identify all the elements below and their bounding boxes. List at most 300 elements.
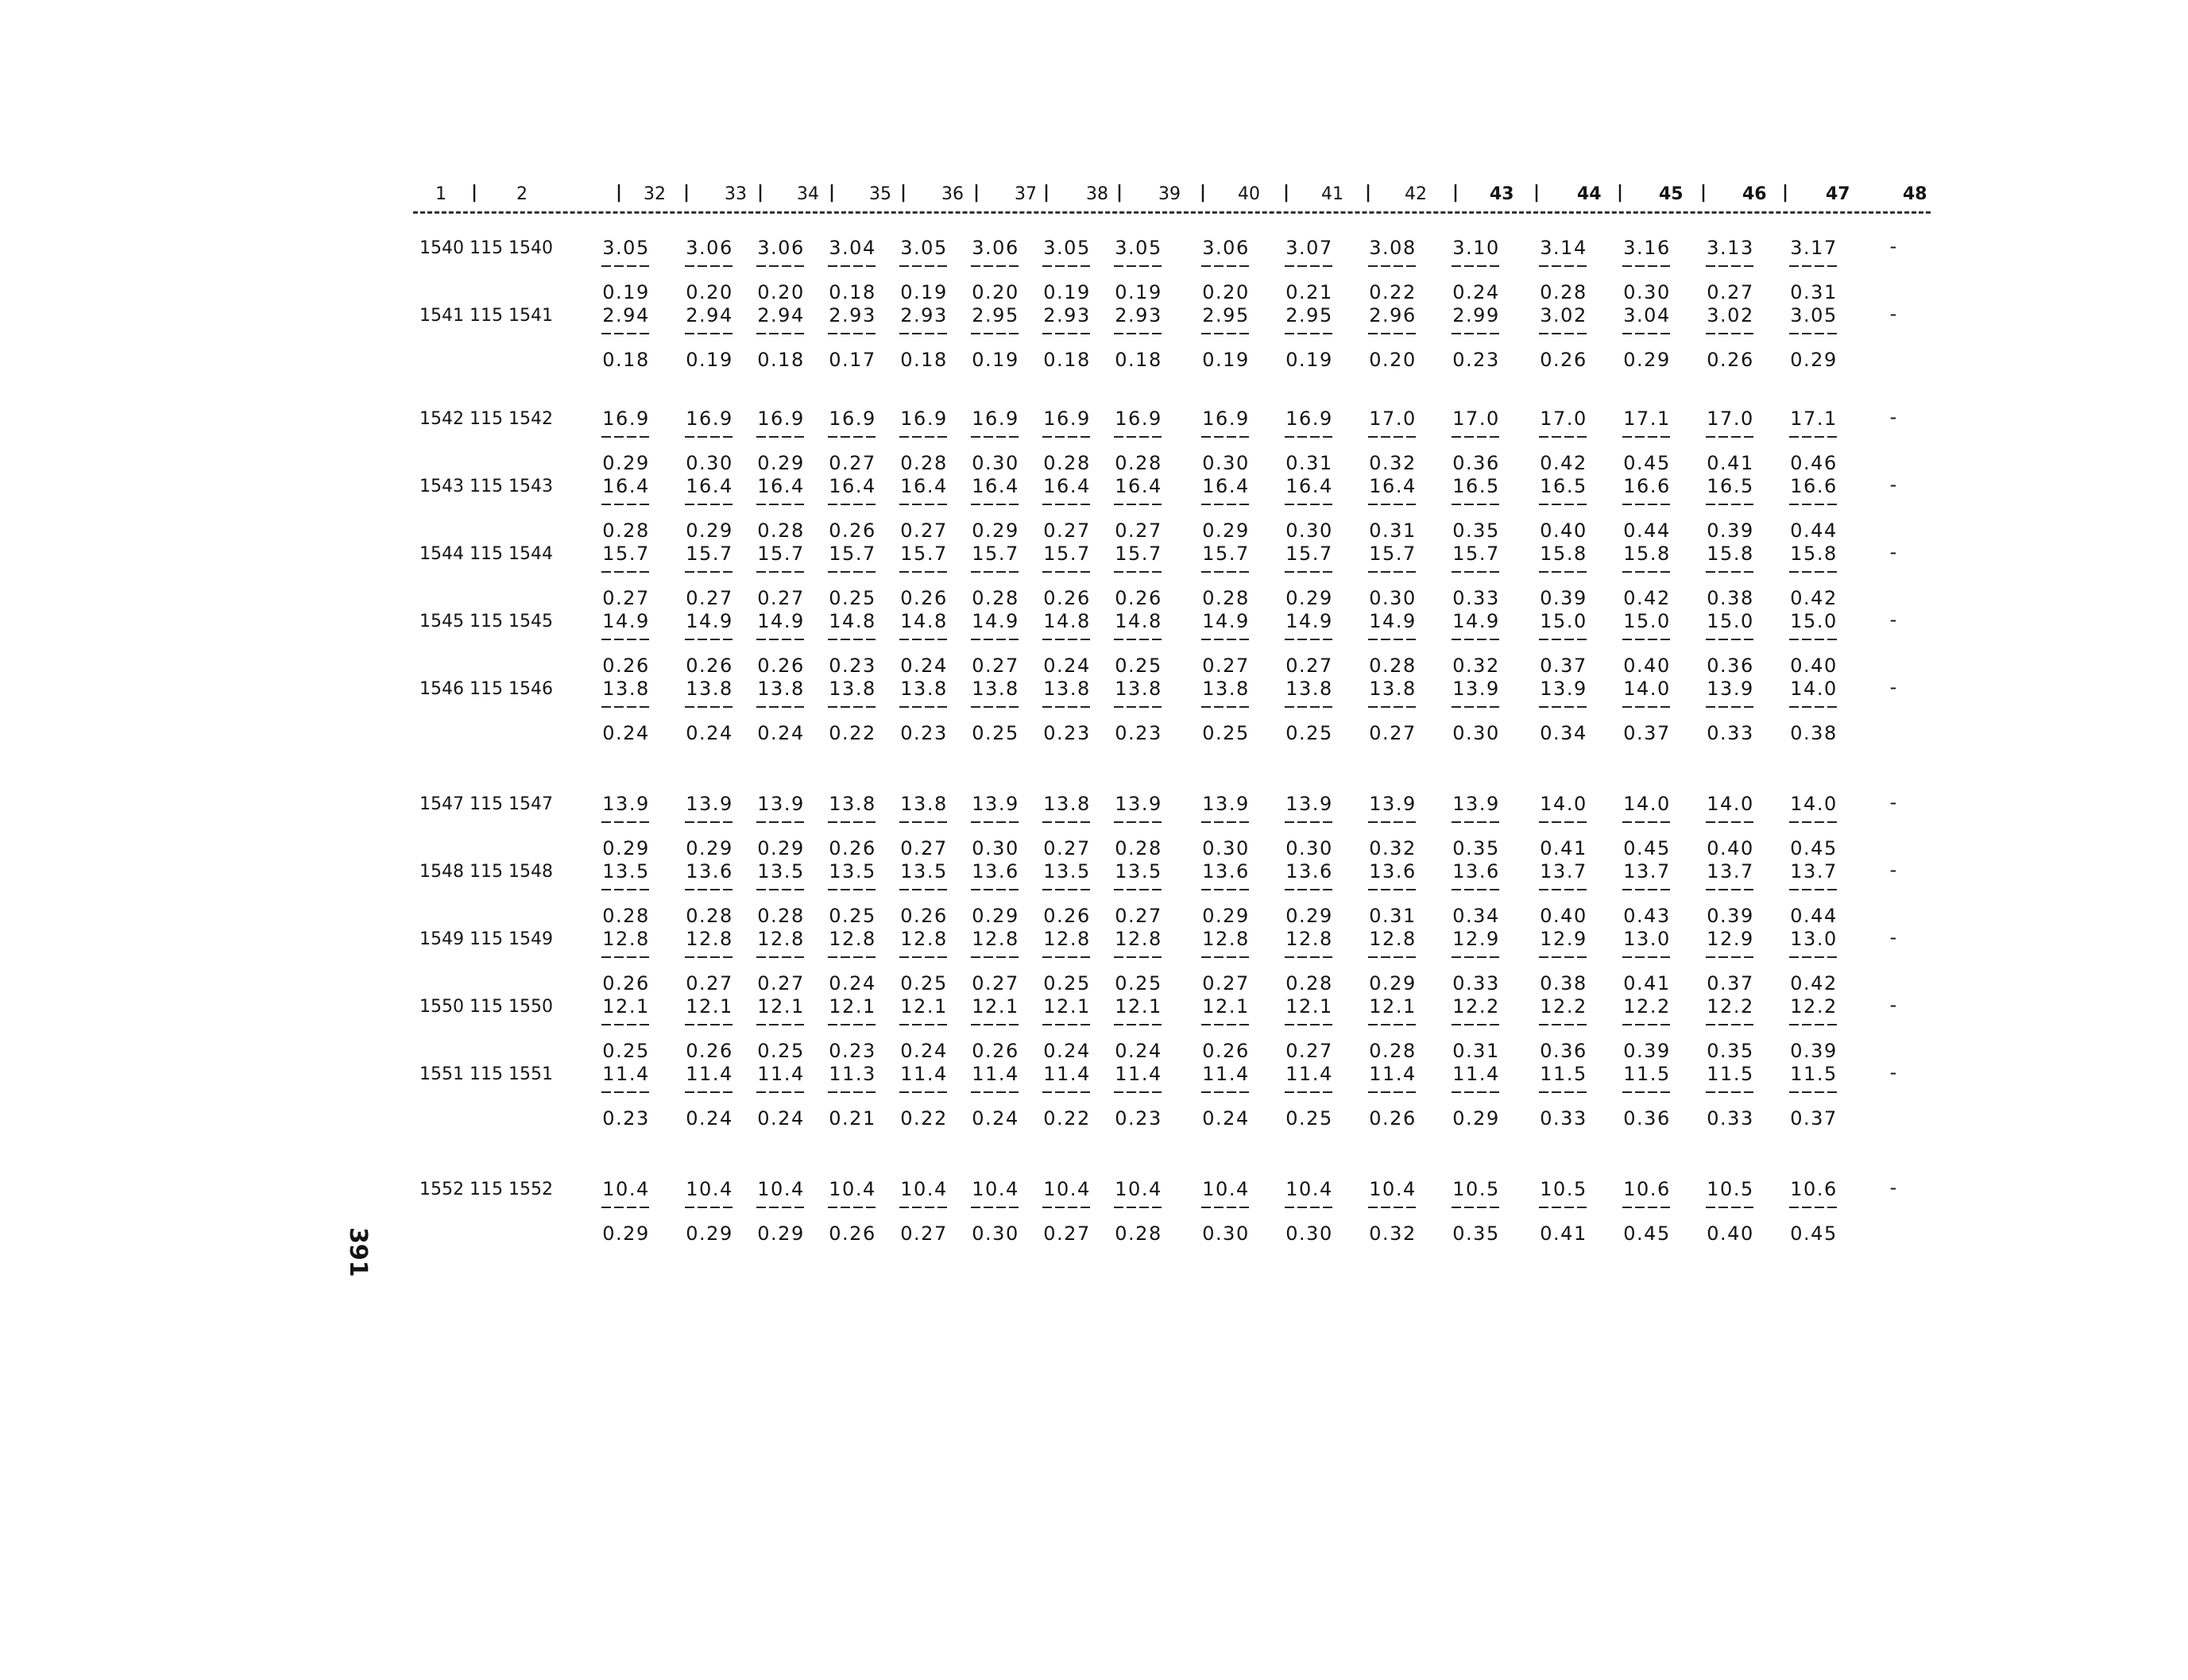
row-end-marker: - bbox=[1889, 1176, 1897, 1199]
fraction-bar bbox=[1285, 1207, 1334, 1208]
cell-value: 14.0 bbox=[1623, 793, 1671, 815]
cell-value: 3.02 bbox=[1707, 304, 1754, 326]
cell-value: 3.10 bbox=[1452, 237, 1500, 259]
fraction-bar bbox=[1789, 333, 1838, 334]
column-separator: | bbox=[1617, 183, 1624, 203]
fraction-bar bbox=[1622, 1207, 1672, 1208]
row-end-marker: - bbox=[1889, 473, 1897, 496]
cell-subvalue: 0.20 bbox=[686, 281, 733, 303]
fraction-bar bbox=[828, 639, 877, 640]
cell-subvalue: 0.32 bbox=[1369, 452, 1417, 474]
row-id: 1541 115 1541 bbox=[419, 306, 553, 326]
fraction-bar bbox=[1452, 333, 1501, 334]
cell-subvalue: 0.45 bbox=[1623, 837, 1671, 859]
cell-subvalue: 0.24 bbox=[829, 972, 876, 994]
cell-subvalue: 0.20 bbox=[757, 281, 805, 303]
fraction-bar bbox=[685, 889, 734, 890]
cell-value: 16.4 bbox=[1115, 475, 1162, 497]
cell-value: 11.4 bbox=[972, 1063, 1019, 1085]
cell-subvalue: 0.33 bbox=[1452, 587, 1500, 609]
cell-value: 16.9 bbox=[757, 407, 805, 430]
cell-value: 13.9 bbox=[1452, 793, 1500, 815]
cell-subvalue: 0.36 bbox=[1452, 452, 1500, 474]
cell-subvalue: 0.30 bbox=[1623, 281, 1671, 303]
cell-value: 3.05 bbox=[1043, 237, 1091, 259]
fraction-bar bbox=[1789, 639, 1838, 640]
column-separator: | bbox=[1533, 183, 1540, 203]
cell-value: 16.9 bbox=[900, 407, 948, 430]
fraction-bar bbox=[756, 436, 806, 438]
column-separator: | bbox=[1700, 183, 1707, 203]
cell-value: 12.1 bbox=[686, 995, 733, 1018]
row-id: 1552 115 1552 bbox=[419, 1180, 553, 1199]
fraction-bar bbox=[1201, 571, 1251, 573]
fraction-bar bbox=[899, 639, 949, 640]
cell-subvalue: 0.26 bbox=[829, 519, 876, 542]
cell-value: 12.1 bbox=[1202, 995, 1250, 1018]
column-header-label: 45 bbox=[1659, 184, 1684, 204]
cell-value: 14.8 bbox=[1115, 610, 1162, 632]
cell-subvalue: 0.27 bbox=[1369, 722, 1417, 744]
cell-value: 16.9 bbox=[602, 407, 650, 430]
cell-value: 12.1 bbox=[900, 995, 948, 1018]
fraction-bar bbox=[1285, 956, 1334, 958]
cell-subvalue: 0.27 bbox=[1043, 519, 1091, 542]
cell-value: 12.9 bbox=[1707, 928, 1754, 950]
cell-value: 12.8 bbox=[972, 928, 1019, 950]
cell-subvalue: 0.37 bbox=[1623, 722, 1671, 744]
fraction-bar bbox=[1285, 571, 1334, 573]
cell-value: 13.9 bbox=[757, 793, 805, 815]
cell-value: 10.6 bbox=[1623, 1178, 1671, 1200]
cell-subvalue: 0.25 bbox=[900, 972, 948, 994]
fraction-bar bbox=[1285, 1024, 1334, 1025]
cell-subvalue: 0.27 bbox=[1285, 1040, 1333, 1062]
cell-subvalue: 0.19 bbox=[1285, 349, 1333, 371]
cell-value: 10.4 bbox=[602, 1178, 650, 1200]
fraction-bar bbox=[1368, 706, 1417, 708]
fraction-bar bbox=[1114, 436, 1163, 438]
fraction-bar bbox=[1114, 571, 1163, 573]
fraction-bar bbox=[1201, 639, 1251, 640]
fraction-bar bbox=[1368, 1207, 1417, 1208]
fraction-bar bbox=[685, 821, 734, 823]
fraction-bar bbox=[601, 639, 651, 640]
cell-value: 14.0 bbox=[1707, 793, 1754, 815]
fraction-bar bbox=[756, 1207, 806, 1208]
cell-value: 13.8 bbox=[829, 793, 876, 815]
fraction-bar bbox=[756, 1091, 806, 1093]
column-separator: | bbox=[1365, 183, 1372, 203]
cell-subvalue: 0.29 bbox=[1285, 587, 1333, 609]
cell-subvalue: 0.23 bbox=[1115, 1107, 1162, 1130]
fraction-bar bbox=[685, 1091, 734, 1093]
cell-value: 13.6 bbox=[1285, 860, 1333, 882]
fraction-bar bbox=[601, 1024, 651, 1025]
cell-subvalue: 0.27 bbox=[972, 972, 1019, 994]
cell-subvalue: 0.29 bbox=[1202, 519, 1250, 542]
cell-value: 13.8 bbox=[900, 678, 948, 700]
cell-subvalue: 0.27 bbox=[757, 972, 805, 994]
cell-value: 13.8 bbox=[829, 678, 876, 700]
cell-subvalue: 0.23 bbox=[602, 1107, 650, 1130]
cell-subvalue: 0.29 bbox=[686, 1222, 733, 1245]
cell-subvalue: 0.27 bbox=[1202, 972, 1250, 994]
cell-value: 12.8 bbox=[1285, 928, 1333, 950]
row-id: 1549 115 1549 bbox=[419, 929, 553, 949]
column-header-label: 43 bbox=[1490, 184, 1514, 204]
column-separator: | bbox=[900, 183, 907, 203]
fraction-bar bbox=[1368, 1091, 1417, 1093]
cell-subvalue: 0.32 bbox=[1369, 1222, 1417, 1245]
fraction-bar bbox=[1706, 333, 1755, 334]
fraction-bar bbox=[1539, 333, 1588, 334]
fraction-bar bbox=[1706, 706, 1755, 708]
cell-subvalue: 0.24 bbox=[1202, 1107, 1250, 1130]
fraction-bar bbox=[1452, 821, 1501, 823]
cell-value: 15.7 bbox=[829, 543, 876, 565]
cell-value: 12.9 bbox=[1452, 928, 1500, 950]
cell-value: 13.5 bbox=[1043, 860, 1091, 882]
cell-subvalue: 0.39 bbox=[1707, 519, 1754, 542]
cell-subvalue: 0.30 bbox=[1452, 722, 1500, 744]
cell-subvalue: 0.29 bbox=[1285, 905, 1333, 927]
column-header-label: 48 bbox=[1903, 184, 1927, 204]
cell-value: 10.4 bbox=[1369, 1178, 1417, 1200]
cell-subvalue: 0.28 bbox=[1540, 281, 1587, 303]
fraction-bar bbox=[756, 1024, 806, 1025]
fraction-bar bbox=[1622, 504, 1672, 505]
cell-subvalue: 0.24 bbox=[1452, 281, 1500, 303]
cell-value: 13.8 bbox=[1115, 678, 1162, 700]
cell-value: 3.07 bbox=[1285, 237, 1333, 259]
cell-subvalue: 0.40 bbox=[1707, 1222, 1754, 1245]
cell-subvalue: 0.27 bbox=[900, 519, 948, 542]
fraction-bar bbox=[1539, 1207, 1588, 1208]
cell-subvalue: 0.27 bbox=[972, 655, 1019, 677]
cell-subvalue: 0.42 bbox=[1790, 972, 1838, 994]
cell-value: 3.05 bbox=[1115, 237, 1162, 259]
row-id: 1542 115 1542 bbox=[419, 409, 553, 429]
fraction-bar bbox=[1452, 1207, 1501, 1208]
cell-value: 17.1 bbox=[1623, 407, 1671, 430]
cell-subvalue: 0.29 bbox=[972, 905, 1019, 927]
cell-value: 3.17 bbox=[1790, 237, 1838, 259]
fraction-bar bbox=[1622, 821, 1672, 823]
cell-value: 15.0 bbox=[1540, 610, 1587, 632]
cell-subvalue: 0.24 bbox=[757, 1107, 805, 1130]
cell-subvalue: 0.32 bbox=[1452, 655, 1500, 677]
cell-value: 16.5 bbox=[1540, 475, 1587, 497]
cell-subvalue: 0.38 bbox=[1790, 722, 1838, 744]
cell-subvalue: 0.31 bbox=[1452, 1040, 1500, 1062]
cell-subvalue: 0.45 bbox=[1623, 1222, 1671, 1245]
column-header-label: 46 bbox=[1742, 184, 1767, 204]
fraction-bar bbox=[756, 333, 806, 334]
cell-subvalue: 0.34 bbox=[1452, 905, 1500, 927]
cell-value: 11.4 bbox=[1285, 1063, 1333, 1085]
cell-value: 12.1 bbox=[602, 995, 650, 1018]
fraction-bar bbox=[1201, 889, 1251, 890]
cell-value: 13.0 bbox=[1623, 928, 1671, 950]
fraction-bar bbox=[1622, 1091, 1672, 1093]
cell-subvalue: 0.42 bbox=[1540, 452, 1587, 474]
column-separator: | bbox=[973, 183, 980, 203]
fraction-bar bbox=[1706, 1024, 1755, 1025]
cell-subvalue: 0.31 bbox=[1369, 905, 1417, 927]
fraction-bar bbox=[899, 956, 949, 958]
cell-subvalue: 0.30 bbox=[1285, 519, 1333, 542]
fraction-bar bbox=[1201, 333, 1251, 334]
cell-subvalue: 0.29 bbox=[1369, 972, 1417, 994]
cell-value: 3.06 bbox=[972, 237, 1019, 259]
cell-subvalue: 0.45 bbox=[1623, 452, 1671, 474]
row-end-marker: - bbox=[1889, 926, 1897, 948]
cell-value: 14.9 bbox=[686, 610, 733, 632]
cell-subvalue: 0.33 bbox=[1540, 1107, 1587, 1130]
cell-value: 3.08 bbox=[1369, 237, 1417, 259]
cell-value: 16.4 bbox=[1202, 475, 1250, 497]
cell-value: 13.8 bbox=[602, 678, 650, 700]
cell-value: 13.9 bbox=[1540, 678, 1587, 700]
row-end-marker: - bbox=[1889, 406, 1897, 428]
cell-subvalue: 0.26 bbox=[686, 1040, 733, 1062]
cell-subvalue: 0.22 bbox=[829, 722, 876, 744]
cell-value: 15.7 bbox=[1202, 543, 1250, 565]
cell-subvalue: 0.17 bbox=[829, 349, 876, 371]
row-end-marker: - bbox=[1889, 608, 1897, 631]
fraction-bar bbox=[1539, 956, 1588, 958]
cell-subvalue: 0.19 bbox=[900, 281, 948, 303]
cell-subvalue: 0.26 bbox=[757, 655, 805, 677]
cell-value: 16.5 bbox=[1452, 475, 1500, 497]
cell-subvalue: 0.37 bbox=[1707, 972, 1754, 994]
cell-value: 15.7 bbox=[602, 543, 650, 565]
fraction-bar bbox=[685, 706, 734, 708]
fraction-bar bbox=[1285, 821, 1334, 823]
cell-subvalue: 0.26 bbox=[1540, 349, 1587, 371]
cell-value: 10.4 bbox=[1115, 1178, 1162, 1200]
fraction-bar bbox=[1622, 889, 1672, 890]
cell-subvalue: 0.31 bbox=[1790, 281, 1838, 303]
cell-subvalue: 0.24 bbox=[972, 1107, 1019, 1130]
cell-subvalue: 0.26 bbox=[686, 655, 733, 677]
fraction-bar bbox=[828, 333, 877, 334]
cell-subvalue: 0.27 bbox=[900, 837, 948, 859]
cell-subvalue: 0.29 bbox=[972, 519, 1019, 542]
cell-value: 13.9 bbox=[1707, 678, 1754, 700]
cell-subvalue: 0.29 bbox=[1623, 349, 1671, 371]
fraction-bar bbox=[1789, 821, 1838, 823]
cell-subvalue: 0.28 bbox=[1043, 452, 1091, 474]
cell-subvalue: 0.21 bbox=[1285, 281, 1333, 303]
cell-subvalue: 0.24 bbox=[686, 1107, 733, 1130]
fraction-bar bbox=[1042, 639, 1092, 640]
fraction-bar bbox=[1042, 956, 1092, 958]
cell-subvalue: 0.30 bbox=[1369, 587, 1417, 609]
cell-value: 12.8 bbox=[602, 928, 650, 950]
fraction-bar bbox=[685, 1024, 734, 1025]
fraction-bar bbox=[1368, 956, 1417, 958]
cell-subvalue: 0.35 bbox=[1452, 519, 1500, 542]
cell-subvalue: 0.46 bbox=[1790, 452, 1838, 474]
cell-value: 3.06 bbox=[1202, 237, 1250, 259]
cell-value: 13.6 bbox=[686, 860, 733, 882]
fraction-bar bbox=[1622, 706, 1672, 708]
cell-value: 13.9 bbox=[1285, 793, 1333, 815]
cell-value: 16.5 bbox=[1707, 475, 1754, 497]
cell-value: 14.0 bbox=[1540, 793, 1587, 815]
cell-subvalue: 0.25 bbox=[972, 722, 1019, 744]
cell-value: 2.95 bbox=[972, 304, 1019, 326]
fraction-bar bbox=[685, 571, 734, 573]
cell-subvalue: 0.25 bbox=[1115, 972, 1162, 994]
fraction-bar bbox=[1622, 956, 1672, 958]
column-separator: | bbox=[471, 183, 478, 203]
cell-subvalue: 0.28 bbox=[1115, 452, 1162, 474]
cell-value: 11.4 bbox=[602, 1063, 650, 1085]
cell-subvalue: 0.39 bbox=[1540, 587, 1587, 609]
column-header-label: 38 bbox=[1086, 184, 1108, 204]
row-id: 1545 115 1545 bbox=[419, 612, 553, 631]
fraction-bar bbox=[1706, 571, 1755, 573]
cell-subvalue: 0.26 bbox=[1369, 1107, 1417, 1130]
fraction-bar bbox=[685, 436, 734, 438]
cell-value: 14.8 bbox=[1043, 610, 1091, 632]
cell-subvalue: 0.41 bbox=[1623, 972, 1671, 994]
cell-subvalue: 0.30 bbox=[1202, 837, 1250, 859]
cell-value: 11.5 bbox=[1623, 1063, 1671, 1085]
cell-value: 2.93 bbox=[900, 304, 948, 326]
fraction-bar bbox=[1539, 639, 1588, 640]
fraction-bar bbox=[1706, 265, 1755, 267]
cell-subvalue: 0.19 bbox=[972, 349, 1019, 371]
cell-subvalue: 0.25 bbox=[1285, 1107, 1333, 1130]
cell-value: 10.6 bbox=[1790, 1178, 1838, 1200]
fraction-bar bbox=[1706, 1207, 1755, 1208]
cell-value: 13.8 bbox=[1369, 678, 1417, 700]
cell-value: 2.93 bbox=[829, 304, 876, 326]
cell-subvalue: 0.35 bbox=[1452, 837, 1500, 859]
cell-value: 11.4 bbox=[686, 1063, 733, 1085]
fraction-bar bbox=[1201, 706, 1251, 708]
fraction-bar bbox=[1114, 1024, 1163, 1025]
row-end-marker: - bbox=[1889, 859, 1897, 881]
fraction-bar bbox=[1622, 436, 1672, 438]
cell-subvalue: 0.35 bbox=[1707, 1040, 1754, 1062]
cell-value: 13.9 bbox=[1369, 793, 1417, 815]
cell-subvalue: 0.30 bbox=[1285, 837, 1333, 859]
cell-subvalue: 0.33 bbox=[1452, 972, 1500, 994]
cell-subvalue: 0.19 bbox=[602, 281, 650, 303]
fraction-bar bbox=[1452, 889, 1501, 890]
cell-subvalue: 0.22 bbox=[1043, 1107, 1091, 1130]
cell-value: 3.04 bbox=[1623, 304, 1671, 326]
cell-subvalue: 0.26 bbox=[1115, 587, 1162, 609]
cell-value: 16.9 bbox=[972, 407, 1019, 430]
fraction-bar bbox=[1285, 504, 1334, 505]
cell-subvalue: 0.27 bbox=[757, 587, 805, 609]
column-separator: | bbox=[757, 183, 764, 203]
fraction-bar bbox=[899, 265, 949, 267]
cell-subvalue: 0.40 bbox=[1790, 655, 1838, 677]
cell-value: 13.6 bbox=[1452, 860, 1500, 882]
cell-value: 13.8 bbox=[686, 678, 733, 700]
fraction-bar bbox=[1789, 1091, 1838, 1093]
cell-value: 16.9 bbox=[1285, 407, 1333, 430]
fraction-bar bbox=[1201, 265, 1251, 267]
cell-subvalue: 0.31 bbox=[1285, 452, 1333, 474]
fraction-bar bbox=[1285, 1091, 1334, 1093]
fraction-bar bbox=[1539, 821, 1588, 823]
fraction-bar bbox=[971, 1207, 1020, 1208]
fraction-bar bbox=[899, 333, 949, 334]
fraction-bar bbox=[1539, 1024, 1588, 1025]
row-id: 1544 115 1544 bbox=[419, 544, 553, 564]
cell-subvalue: 0.29 bbox=[686, 519, 733, 542]
column-header-label: 32 bbox=[644, 184, 666, 204]
fraction-bar bbox=[756, 889, 806, 890]
cell-value: 12.1 bbox=[1369, 995, 1417, 1018]
cell-subvalue: 0.27 bbox=[1043, 1222, 1091, 1245]
cell-value: 14.9 bbox=[1369, 610, 1417, 632]
cell-subvalue: 0.33 bbox=[1707, 722, 1754, 744]
fraction-bar bbox=[1706, 436, 1755, 438]
fraction-bar bbox=[1706, 1091, 1755, 1093]
cell-value: 12.2 bbox=[1452, 995, 1500, 1018]
cell-subvalue: 0.36 bbox=[1540, 1040, 1587, 1062]
fraction-bar bbox=[1285, 265, 1334, 267]
cell-value: 15.7 bbox=[1369, 543, 1417, 565]
fraction-bar bbox=[1789, 571, 1838, 573]
row-id: 1551 115 1551 bbox=[419, 1064, 553, 1084]
column-separator: | bbox=[1452, 183, 1459, 203]
cell-subvalue: 0.36 bbox=[1707, 655, 1754, 677]
cell-subvalue: 0.27 bbox=[900, 1222, 948, 1245]
cell-subvalue: 0.28 bbox=[602, 519, 650, 542]
fraction-bar bbox=[1622, 1024, 1672, 1025]
fraction-bar bbox=[1285, 889, 1334, 890]
cell-subvalue: 0.43 bbox=[1623, 905, 1671, 927]
fraction-bar bbox=[601, 821, 651, 823]
cell-value: 14.0 bbox=[1623, 678, 1671, 700]
cell-subvalue: 0.40 bbox=[1540, 519, 1587, 542]
cell-subvalue: 0.27 bbox=[829, 452, 876, 474]
cell-subvalue: 0.40 bbox=[1707, 837, 1754, 859]
cell-subvalue: 0.25 bbox=[1115, 655, 1162, 677]
column-header-label: 40 bbox=[1238, 184, 1260, 204]
cell-subvalue: 0.25 bbox=[829, 905, 876, 927]
fraction-bar bbox=[971, 436, 1020, 438]
column-separator: | bbox=[1782, 183, 1789, 203]
cell-subvalue: 0.40 bbox=[1540, 905, 1587, 927]
fraction-bar bbox=[1042, 436, 1092, 438]
cell-subvalue: 0.32 bbox=[1369, 837, 1417, 859]
cell-subvalue: 0.29 bbox=[602, 1222, 650, 1245]
fraction-bar bbox=[756, 821, 806, 823]
cell-subvalue: 0.28 bbox=[686, 905, 733, 927]
fraction-bar bbox=[601, 333, 651, 334]
fraction-bar bbox=[1539, 1091, 1588, 1093]
column-header-label: 47 bbox=[1826, 184, 1850, 204]
cell-subvalue: 0.20 bbox=[1369, 349, 1417, 371]
fraction-bar bbox=[971, 956, 1020, 958]
fraction-bar bbox=[1368, 821, 1417, 823]
cell-value: 12.2 bbox=[1707, 995, 1754, 1018]
cell-subvalue: 0.24 bbox=[686, 722, 733, 744]
fraction-bar bbox=[1042, 1024, 1092, 1025]
cell-subvalue: 0.19 bbox=[1202, 349, 1250, 371]
